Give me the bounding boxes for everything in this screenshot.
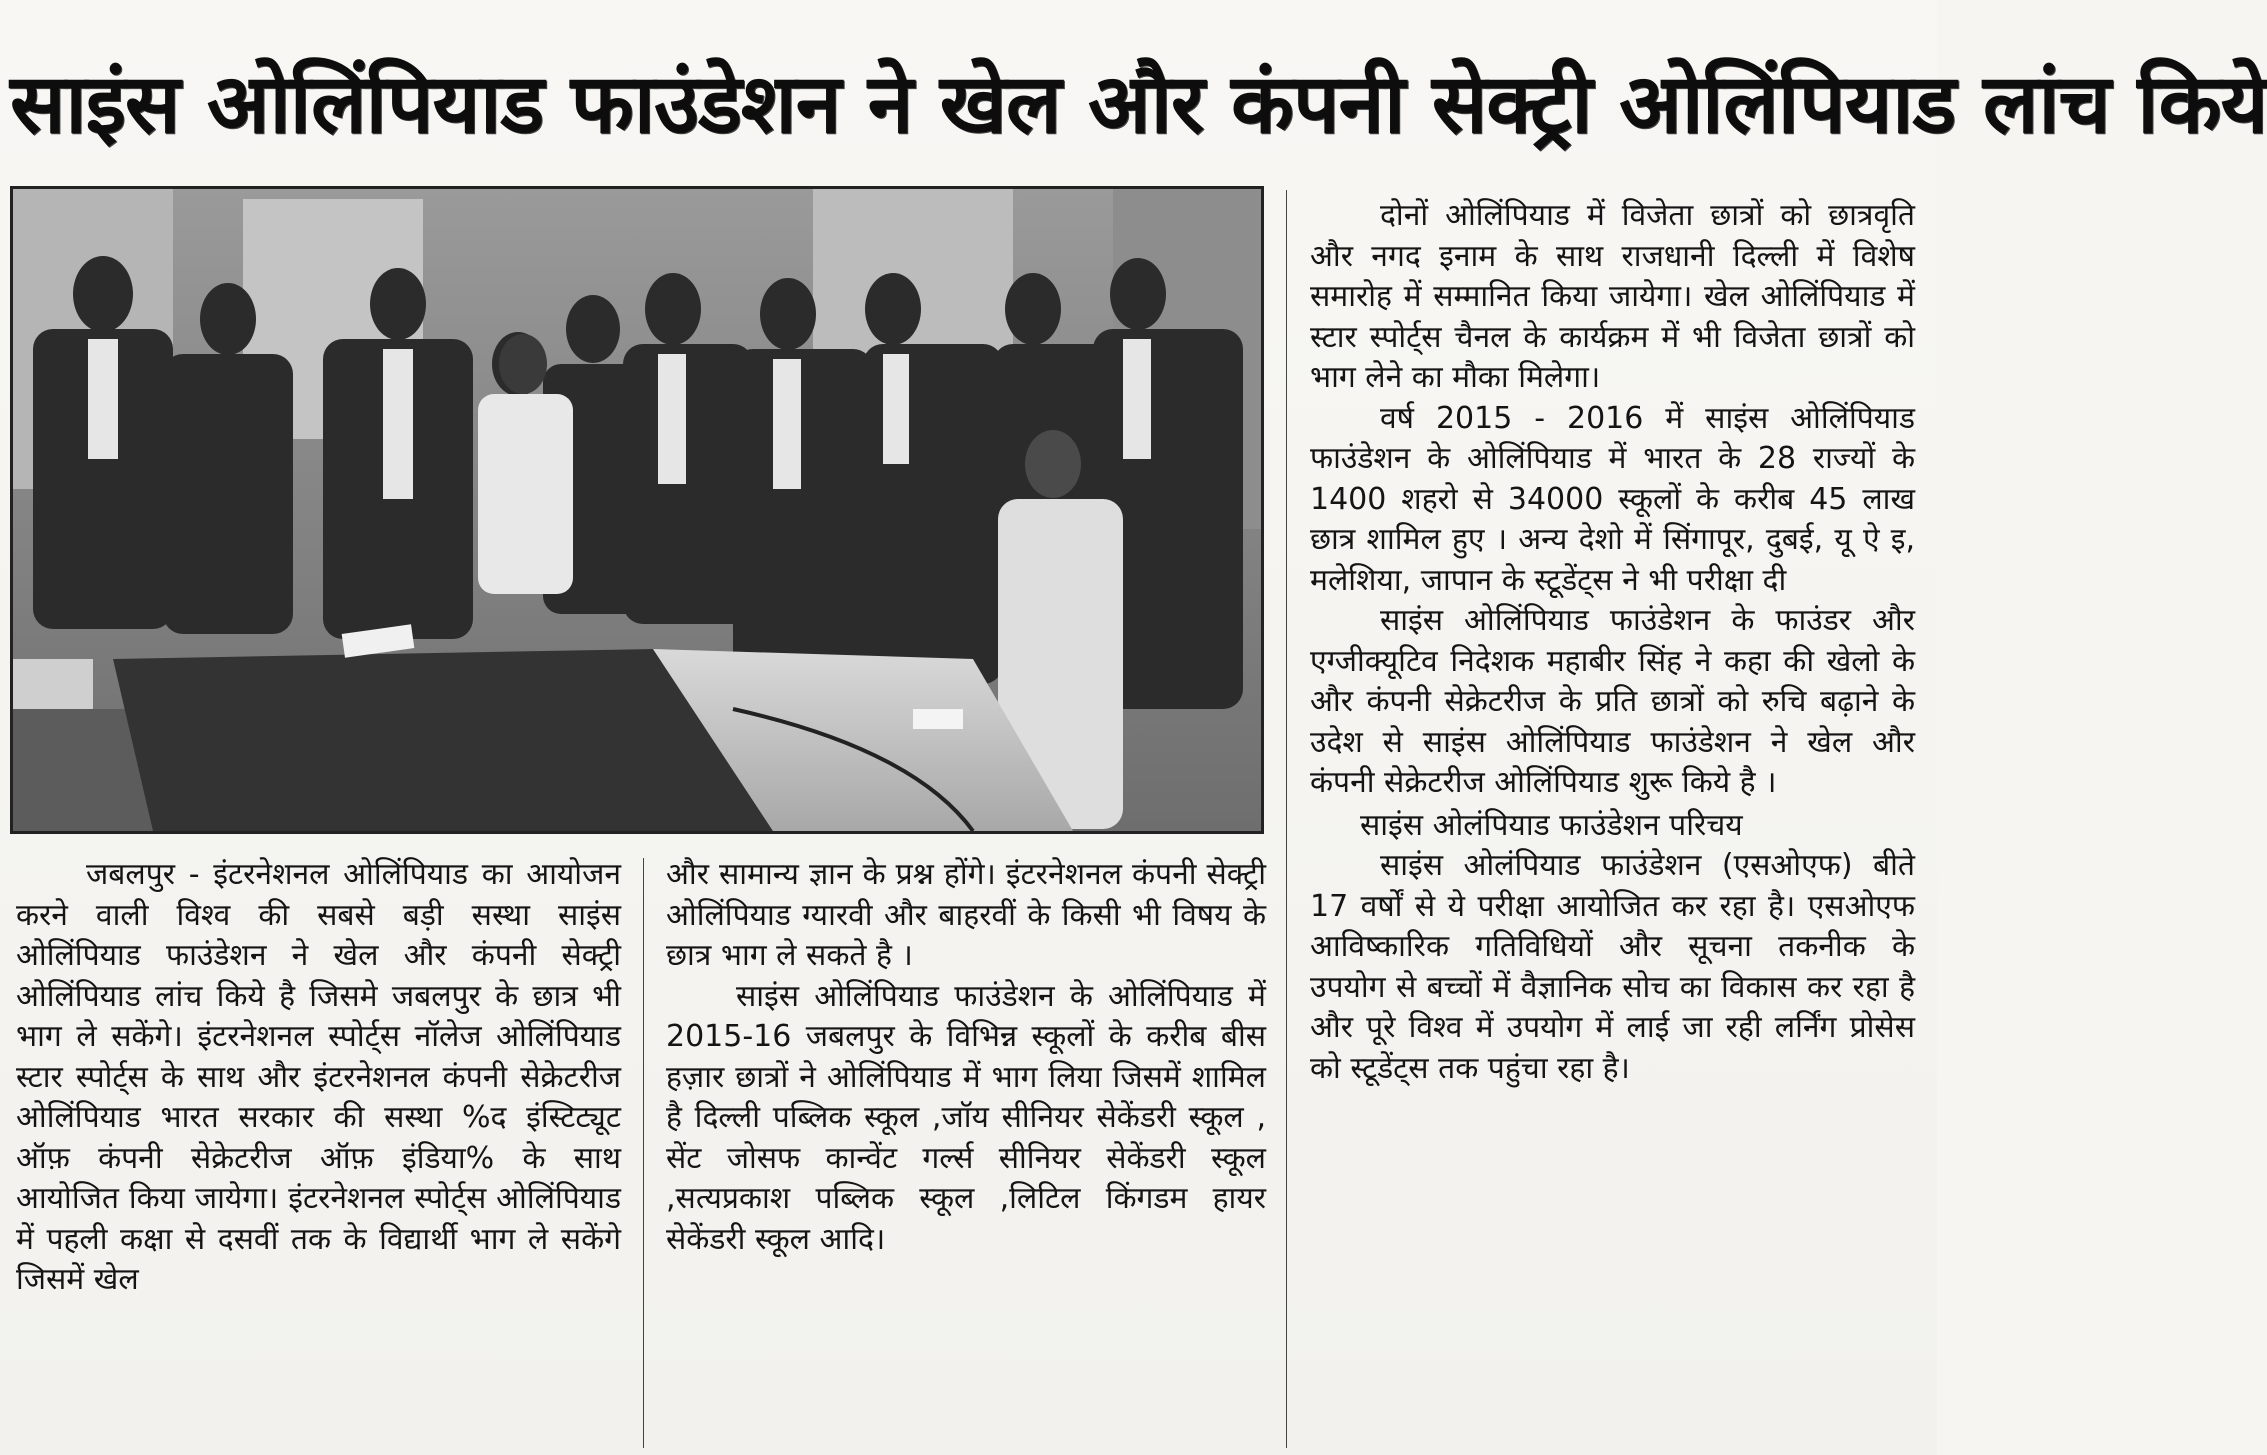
column3-paragraph-3: साइंस ओलिंपियाड फाउंडेशन के फाउंडर और एग्जीक्यूटिव निदेशक महाबीर सिंह ने कहा की खेलो के और कंपनी सेक्रेटरीज के प्रति छात्रों को रुचि बढ़ाने के उदेश से साइंस ओलिंपियाड फाउंडेशन ने खेल और कंपनी सेक्रेटरीज ओलिंपियाड शुरू किये है ।	[1310, 603, 1915, 800]
column3-subhead: साइंस ओलंपियाड फाउंडेशन परिचय	[1360, 807, 1743, 843]
column3-paragraph-1: दोनों ओलिंपियाड में विजेता छात्रों को छात्रवृति और नगद इनाम के साथ राजधानी दिल्ली में विशेष समारोह में सम्मानित किया जायेगा। खेल ओलिंपियाड में स्टार स्पोर्ट्स चैनल के कार्यक्रम में भी विजेता छात्रों को भाग लेने का मौका मिलेगा।	[1310, 198, 1915, 395]
column3-paragraph-4: साइंस ओलंपियाड फाउंडेशन (एसओएफ) बीते 17 वर्षों से ये परीक्षा आयोजित कर रहा है। एसओएफ आविष्कारिक गतिविधियों और सूचना तकनीक के उपयोग से बच्चों में वैज्ञानिक सोच का विकास कर रहा है और पूरे विश्व में उपयोग में लाई जा रही लर्निंग प्रोसेस को स्टूडेंट्स तक पहुंचा रहा है।	[1310, 848, 1915, 1086]
column2-paragraph-2: साइंस ओलिंपियाड फाउंडेशन के ओलिंपियाड में 2015-16 जबलपुर के विभिन्न स्कूलों के करीब बीस हज़ार छात्रों ने ओलिंपियाड में भाग लिया जिसमें शामिल है दिल्ली पब्लिक स्कूल ,जॉय सीनियर सेकेंडरी स्कूल , सेंट जोसफ कान्वेंट गर्ल्स सीनियर सेकेंडरी स्कूल ,सत्यप्रकाश पब्लिक स्कूल ,लिटिल किंगडम हायर सेकेंडरी स्कूल आदि।	[666, 978, 1266, 1257]
column1-paragraph-1: जबलपुर - इंटरनेशनल ओलिंपियाड का आयोजन करने वाली विश्व की सबसे बड़ी सस्था साइंस ओलिंपियाड फाउंडेशन ने खेल और कंपनी सेक्ट्री ओलिंपियाड लांच किये है जिसमे जबलपुर के छात्र भी भाग ले सकेंगे। इंटरनेशनल स्पोर्ट्स नॉलेज ओलिंपियाड स्टार स्पोर्ट्स के साथ और इंटरनेशनल कंपनी सेक्रेटरीज ओलिंपियाड भारत सरकार की सस्था %द इंस्टिट्यूट ऑफ़ कंपनी सेक्रेटरीज ऑफ़ इंडिया% के साथ आयोजित किया जायेगा। इंटरनेशनल स्पोर्ट्स ओलिंपियाड में पहली कक्षा से दसवीं तक के विद्यार्थी भाग ले सकेंगे जिसमें खेल	[16, 857, 621, 1297]
article-column-2	[666, 855, 1266, 1450]
article-headline: साइंस ओलिंपियाड फाउंडेशन ने खेल और कंपनी सेक्ट्री ओलिंपियाड लांच किये	[10, 57, 2267, 152]
article-column-1	[16, 855, 621, 1450]
column-divider-2	[1286, 190, 1287, 1448]
column-divider-1	[643, 858, 644, 1448]
column3-paragraph-2: वर्ष 2015 - 2016 में साइंस ओलिंपियाड फाउंडेशन के ओलिंपियाड में भारत के 28 राज्यों के 1400 शहरो से 34000 स्कूलों के करीब 45 लाख छात्र शामिल हुए । अन्य देशो में सिंगापूर, दुबई, यू ऐ इ, मलेशिया, जापान के स्टूडेंट्स ने भी परीक्षा दी	[1310, 400, 1915, 598]
article-column-3	[1310, 196, 1915, 1451]
column2-paragraph-1: और सामान्य ज्ञान के प्रश्न होंगे। इंटरनेशनल कंपनी सेक्ट्री ओलिंपियाड ग्यारवी और बाहरवीं के किसी भी विषय के छात्र भाग ले सकते है ।	[666, 857, 1266, 973]
group-photo	[10, 186, 1264, 834]
photo-illustration	[13, 189, 1261, 831]
